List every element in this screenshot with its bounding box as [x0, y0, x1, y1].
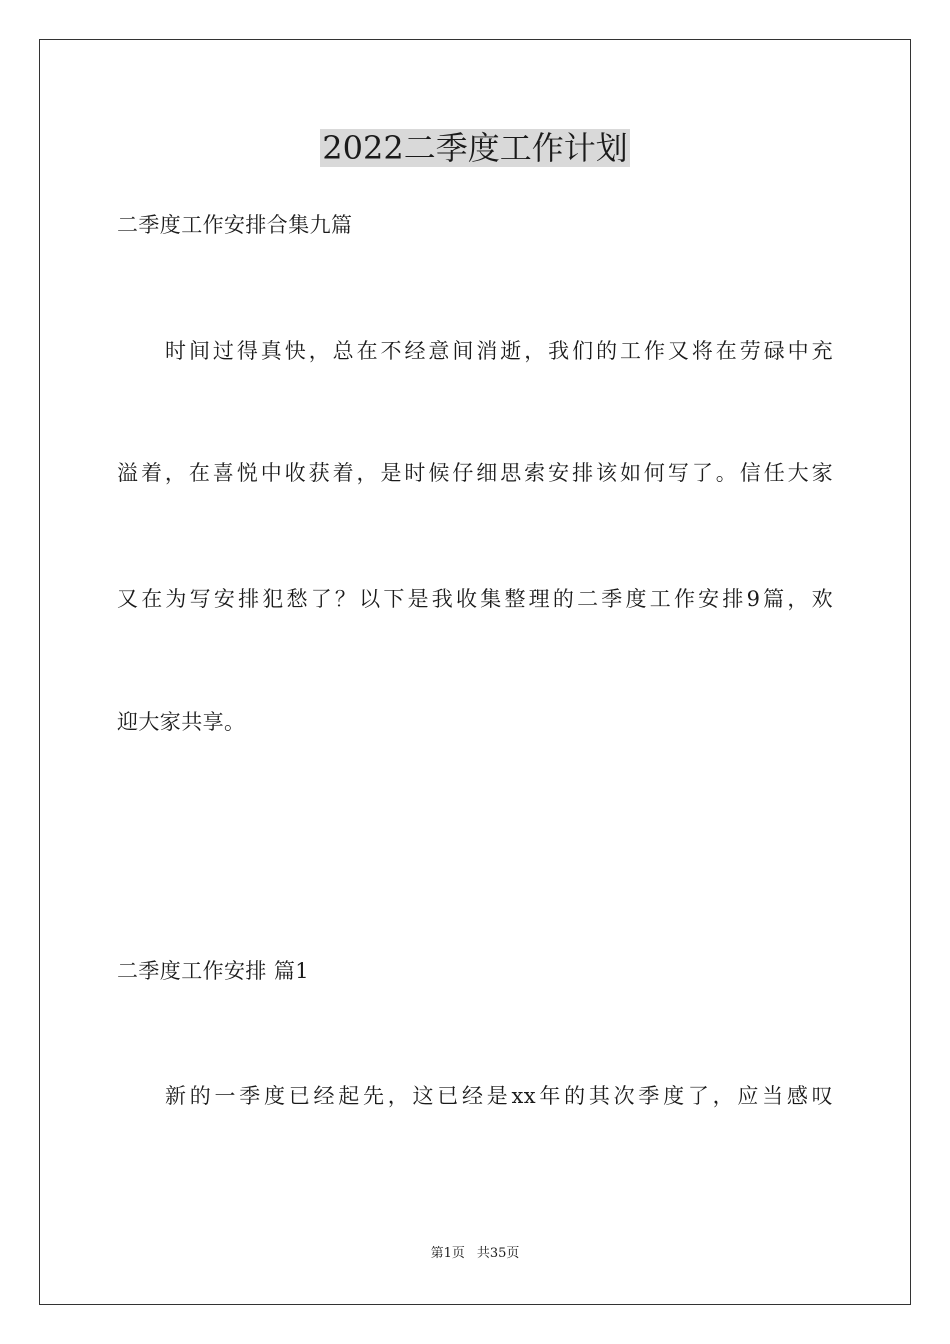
page-number: 第1页 [430, 1246, 465, 1261]
section-line-1: 新的一季度已经起先，这已经是xx年的其次季度了，应当感叹 [165, 1084, 833, 1108]
section-heading: 二季度工作安排 篇1 [117, 959, 310, 983]
intro-line-1: 时间过得真快，总在不经意间消逝，我们的工作又将在劳碌中充 [165, 339, 833, 363]
intro-line-2: 溢着，在喜悦中收获着，是时候仔细思索安排该如何写了。信任大家 [117, 461, 833, 485]
document-subtitle: 二季度工作安排合集九篇 [117, 213, 353, 237]
intro-line-4: 迎大家共享。 [117, 710, 246, 734]
page-footer [0, 1245, 950, 1263]
page-total: 共35页 [476, 1246, 520, 1261]
intro-line-3: 又在为写安排犯愁了？以下是我收集整理的二季度工作安排9篇，欢 [117, 587, 833, 611]
document-title [0, 128, 950, 168]
title-text: 2022二季度工作计划 [322, 129, 628, 167]
